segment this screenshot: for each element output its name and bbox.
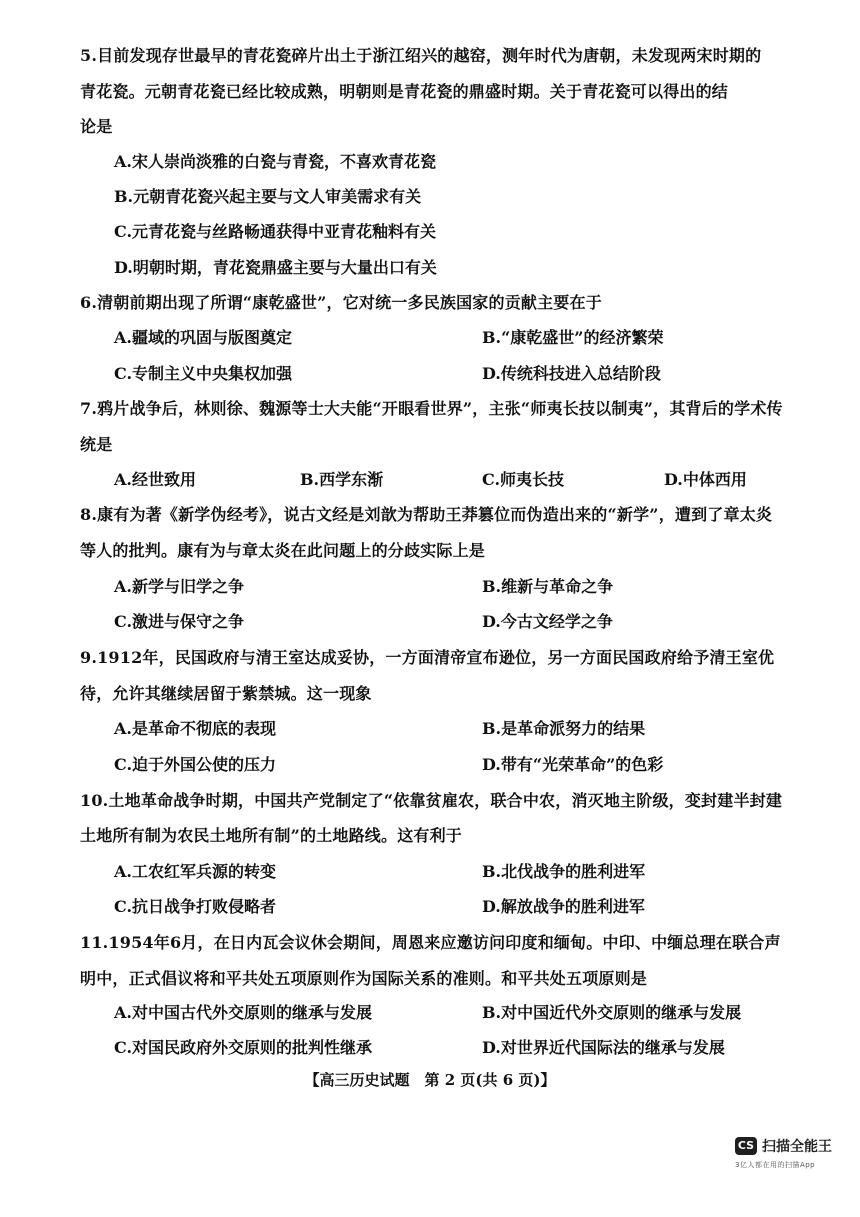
question-10-line-2: 土地所有制为农民土地所有制”的土地路线。这有利于 [80, 826, 463, 845]
question-8-option-b: B.维新与革命之争 [482, 577, 614, 596]
question-6-option-c: C.专制主义中央集权加强 [114, 364, 293, 383]
camscanner-logo-icon: CS [735, 1137, 757, 1155]
question-6-option-b: B.“康乾盛世”的经济繁荣 [482, 328, 664, 347]
question-6-line-1: 6.清朝前期出现了所谓“康乾盛世”，它对统一多民族国家的贡献主要在于 [80, 293, 602, 312]
question-11-option-d: D.对世界近代国际法的继承与发展 [482, 1038, 725, 1057]
question-5-option-c: C.元青花瓷与丝路畅通获得中亚青花釉料有关 [114, 222, 437, 241]
question-7-option-c: C.师夷长技 [482, 470, 565, 489]
question-5-option-d: D.明朝时期，青花瓷鼎盛主要与大量出口有关 [114, 258, 437, 277]
scanner-watermark [735, 1135, 845, 1175]
question-7-option-b: B.西学东渐 [300, 470, 384, 489]
question-10-option-c: C.抗日战争打败侵略者 [114, 897, 277, 916]
question-11-option-a: A.对中国古代外交原则的继承与发展 [114, 1003, 372, 1022]
watermark-tagline: 3亿人都在用的扫描App [735, 1161, 816, 1169]
watermark-name: 扫描全能王 [762, 1139, 832, 1155]
question-11-option-b: B.对中国近代外交原则的继承与发展 [482, 1003, 742, 1022]
question-8-option-a: A.新学与旧学之争 [114, 577, 244, 596]
question-11-line-2: 明中，正式倡议将和平共处五项原则作为国际关系的准则。和平共处五项原则是 [80, 969, 648, 988]
question-9-option-b: B.是革命派努力的结果 [482, 719, 646, 738]
question-5-option-a: A.宋人崇尚淡雅的白瓷与青瓷，不喜欢青花瓷 [114, 152, 436, 171]
question-8-line-1: 8.康有为著《新学伪经考》，说古文经是刘歆为帮助王莽篡位而伪造出来的“新学”，遭到了章太炎 [80, 505, 773, 524]
question-8-line-2: 等人的批判。康有为与章太炎在此问题上的分歧实际上是 [80, 541, 486, 560]
question-7-line-2: 统是 [80, 435, 113, 454]
question-10-option-d: D.解放战争的胜利进军 [482, 897, 645, 916]
page-footer: 【高三历史试题 第 2 页(共 6 页)】 [304, 1071, 556, 1089]
question-9-option-d: D.带有“光荣革命”的色彩 [482, 755, 664, 774]
question-11-line-1: 11.1954年6月，在日内瓦会议休会期间，周恩来应邀访问印度和缅甸。中印、中缅总理在联合声 [80, 933, 781, 952]
question-5-line-3: 论是 [80, 117, 113, 136]
question-9-option-a: A.是革命不彻底的表现 [114, 719, 276, 738]
question-11-option-c: C.对国民政府外交原则的批判性继承 [114, 1038, 373, 1057]
question-8-option-d: D.今古文经学之争 [482, 612, 613, 631]
question-5-line-1: 5.目前发现存世最早的青花瓷碎片出土于浙江绍兴的越窑，测年时代为唐朝，未发现两宋时期的 [80, 46, 762, 65]
question-10-line-1: 10.土地革命战争时期，中国共产党制定了“依靠贫雇农，联合中农，消灭地主阶级，变封建半封建 [80, 791, 783, 810]
question-6-option-d: D.传统科技进入总结阶段 [482, 364, 661, 383]
question-8-option-c: C.激进与保守之争 [114, 612, 245, 631]
question-9-line-1: 9.1912年，民国政府与清王室达成妥协，一方面清帝宣布逊位，另一方面民国政府给予清王室优 [80, 648, 775, 667]
question-10-option-b: B.北伐战争的胜利进军 [482, 862, 646, 881]
question-9-line-2: 待，允许其继续居留于紫禁城。这一现象 [80, 684, 372, 703]
question-10-option-a: A.工农红军兵源的转变 [114, 862, 276, 881]
question-9-option-c: C.迫于外国公使的压力 [114, 755, 277, 774]
question-6-option-a: A.疆域的巩固与版图奠定 [114, 328, 292, 347]
question-5-line-2: 青花瓷。元朝青花瓷已经比较成熟，明朝则是青花瓷的鼎盛时期。关于青花瓷可以得出的结 [80, 82, 729, 101]
question-7-option-a: A.经世致用 [114, 470, 196, 489]
question-7-option-d: D.中体西用 [664, 470, 747, 489]
question-5-option-b: B.元朝青花瓷兴起主要与文人审美需求有关 [114, 187, 422, 206]
question-7-line-1: 7.鸦片战争后，林则徐、魏源等士大夫能“开眼看世界”，主张“师夷长技以制夷”，其背后的学术传 [80, 399, 783, 418]
